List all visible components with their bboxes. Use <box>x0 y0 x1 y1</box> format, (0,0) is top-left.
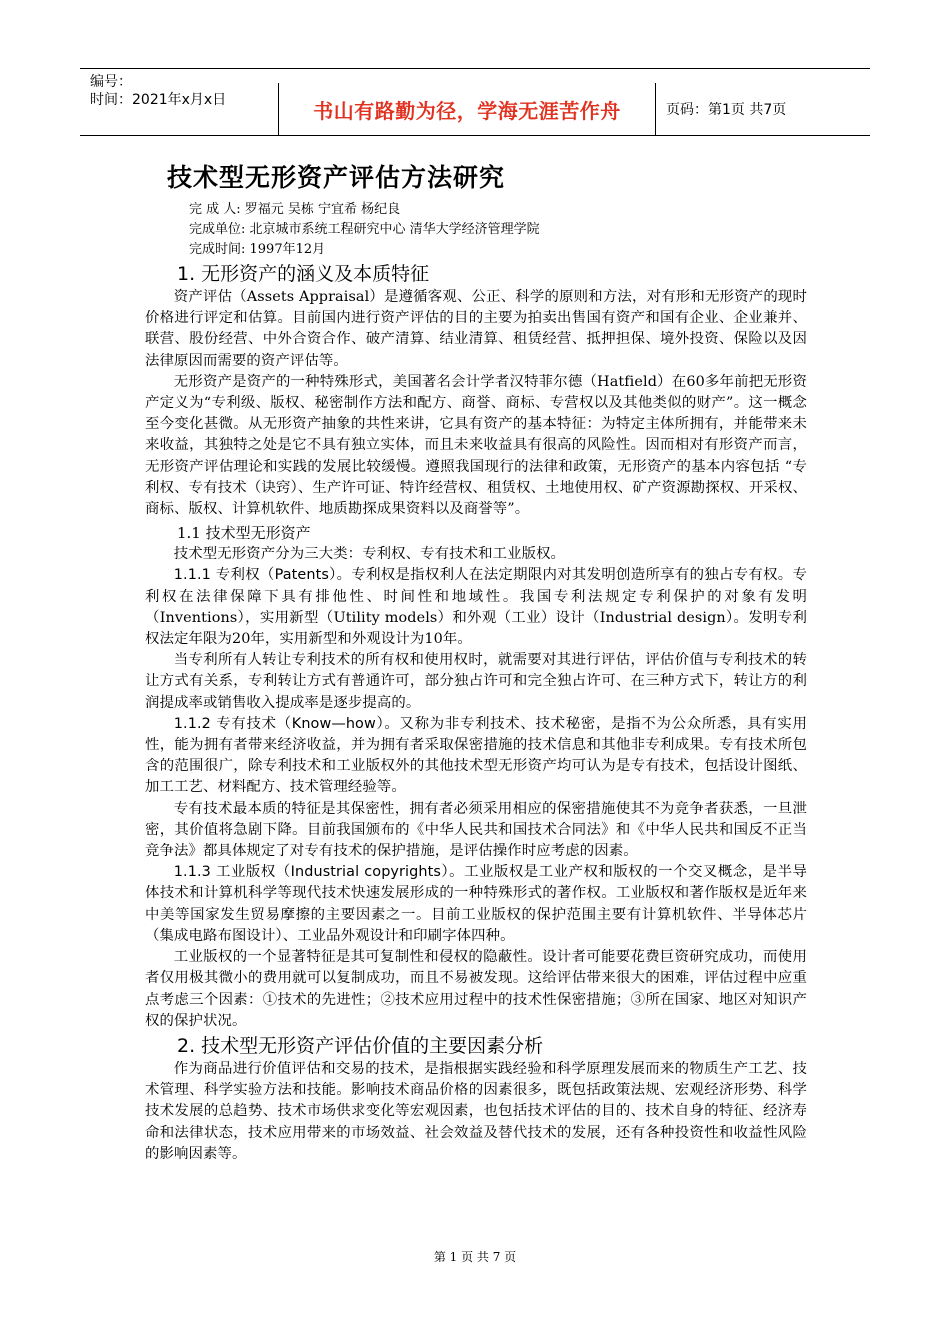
header-number: 编号： <box>90 74 132 90</box>
document-body <box>145 158 807 1165</box>
paragraph: 资产评估（Assets Appraisal）是遵循客观、公正、科学的原则和方法，对有形和无形资产的现时价格进行评定和估算。目前国内进行资产评估的目的主要为拍卖出售国有资产和国有企业、企业兼并、联营、股份经营、中外合资合作、破产清算、结业清算、租赁经营、抵押担保、境外投资、保险以及因法律原因而需要的资产评估等。 <box>145 289 807 369</box>
paragraph <box>145 862 807 947</box>
header-motto: 书山有路勤为径，学海无涯苦作舟 <box>313 98 621 123</box>
header-page-number: 页码：第1页 共7页 <box>666 102 787 118</box>
section-number: 1.1 <box>177 524 201 543</box>
paragraph: 专有技术最本质的特征是其保密性，拥有者必须采用相应的保密措施使其不为竞争者获悉，一旦泄密，其价值将急剧下降。目前我国颁布的《中华人民共和国技术合同法》和《中华人民共和国反不正当竞争法》都具体规定了对专有技术的保护措施，是评估操作时应考虑的因素。 <box>145 800 807 860</box>
paragraph: 技术型无形资产分为三大类：专利权、专有技术和工业版权。 <box>173 546 566 563</box>
header-left-cell <box>80 69 278 135</box>
doc-authors: 完 成 人: 罗福元 吴栋 宁宜希 杨纪良 <box>189 202 401 217</box>
subsection-lead: 1.1.3 工业版权（Industrial copyrights）。 <box>173 864 465 881</box>
subsection-lead: 1.1.1 专利权（Patents）。 <box>173 567 352 584</box>
page-footer: 第 1 页 共 7 页 <box>433 1250 517 1264</box>
paragraph: 作为商品进行价值评估和交易的技术，是指根据实践经验和科学原理发展而来的物质生产工艺、技术管理、科学实验方法和技能。影响技术商品价格的因素很多，既包括政策法规、宏观经济形势、科学技术发展的总趋势、技术市场供求变化等宏观因素，也包括技术评估的目的、技术自身的特征、经济寿命和法律状态，技术应用带来的市场效益、社会效益及替代技术的发展，还有各种投资性和收益性风险的影响因素等。 <box>145 1060 807 1162</box>
paragraph <box>145 714 807 799</box>
paragraph: 工业版权的一个显著特征是其可复制性和侵权的隐蔽性。设计者可能要花费巨资研究成功，而使用者仅用极其微小的费用就可以复制成功，而且不易被发现。这给评估带来很大的困难，评估过程中应重点考虑三个因素：①技术的先进性；②技术应用过程中的技术性保密措施；③所在国家、地区对知识产权的保护状况。 <box>145 949 807 1029</box>
section-title: 技术型无形资产 <box>205 524 311 543</box>
header-motto-cell <box>278 83 656 135</box>
doc-unit: 完成单位: 北京城市系统工程研究中心 清华大学经济管理学院 <box>189 222 540 237</box>
page-header <box>80 68 870 136</box>
doc-date: 完成时间: 1997年12月 <box>189 242 326 257</box>
section-1-1-heading <box>177 522 807 544</box>
paragraph <box>145 565 807 650</box>
paragraph: 无形资产是资产的一种特殊形式，美国著名会计学者汉特菲尔德（Hatfield）在60多年前把无形资产定义为“专利级、版权、秘密制作方法和配方、商誉、商标、专营权以及其他类似的财产”。这一概念至今变化甚微。从无形资产抽象的共性来讲，它具有资产的基本特征：为特定主体所拥有，并能带来未来收益，其独特之处是它不具有独立实体，而且未来收益具有很高的风险性。因而相对有形资产而言，无形资产评估理论和实践的发展比较缓慢。遵照我国现行的法律和政策，无形资产的基本内容包括 “专利权、专有技术（诀窍）、生产许可证、特许经营权、租赁权、土地使用权、矿产资源勘探权、开采权、商标、版权、计算机软件、地质勘探成果资料以及商誉等”。 <box>145 373 807 518</box>
paragraph-text: 工业版权是工业产权和版权的一个交叉概念，是半导体技术和计算机科学等现代技术快速发展形成的一种特殊形式的著作权。工业版权和著作版权是近年来中美等国家发生贸易摩擦的主要因素之一。目前工业版权的保护范围主要有计算机软件、半导体芯片（集成电路布图设计）、工业品外观设计和印刷字体四种。 <box>145 864 807 944</box>
header-date: 时间：2021年x月x日 <box>90 92 227 108</box>
document-title: 技术型无形资产评估方法研究 <box>167 163 506 192</box>
header-page-cell <box>656 83 870 135</box>
paragraph-text: 专利权是指权利人在法定期限内对其发明创造所享有的独占专有权。专利权在法律保障下具有排他性、时间性和地域性。我国专利法规定专利保护的对象有发明（Inventions），实用新型（Utility models）和外观（工业）设计（Industrial design）。发明专利权法定年限为20年，实用新型和外观设计为10年。 <box>145 567 807 648</box>
paragraph: 当专利所有人转让专利技术的所有权和使用权时，就需要对其进行评估，评估价值与专利技术的转让方式有关系，专利转让方式有普通许可，部分独占许可和完全独占许可、在三种方式下，转让方的利润提成率或销售收入提成率是逐步提高的。 <box>145 652 807 711</box>
subsection-lead: 1.1.2 专有技术（Know—how）。 <box>173 715 400 732</box>
section-1-heading: 1. 无形资产的涵义及本质特征 <box>177 263 430 285</box>
section-2-heading: 2. 技术型无形资产评估价值的主要因素分析 <box>177 1034 544 1057</box>
paragraph-text: 又称为非专利技术、技术秘密，是指不为公众所悉，具有实用性，能为拥有者带来经济收益，并为拥有者采取保密措施的技术信息和其他非专利成果。专有技术所包含的范围很广，除专利技术和工业版权外的其他技术型无形资产均可认为是专有技术，包括设计图纸、加工工艺、材料配方、技术管理经验等。 <box>145 715 808 796</box>
